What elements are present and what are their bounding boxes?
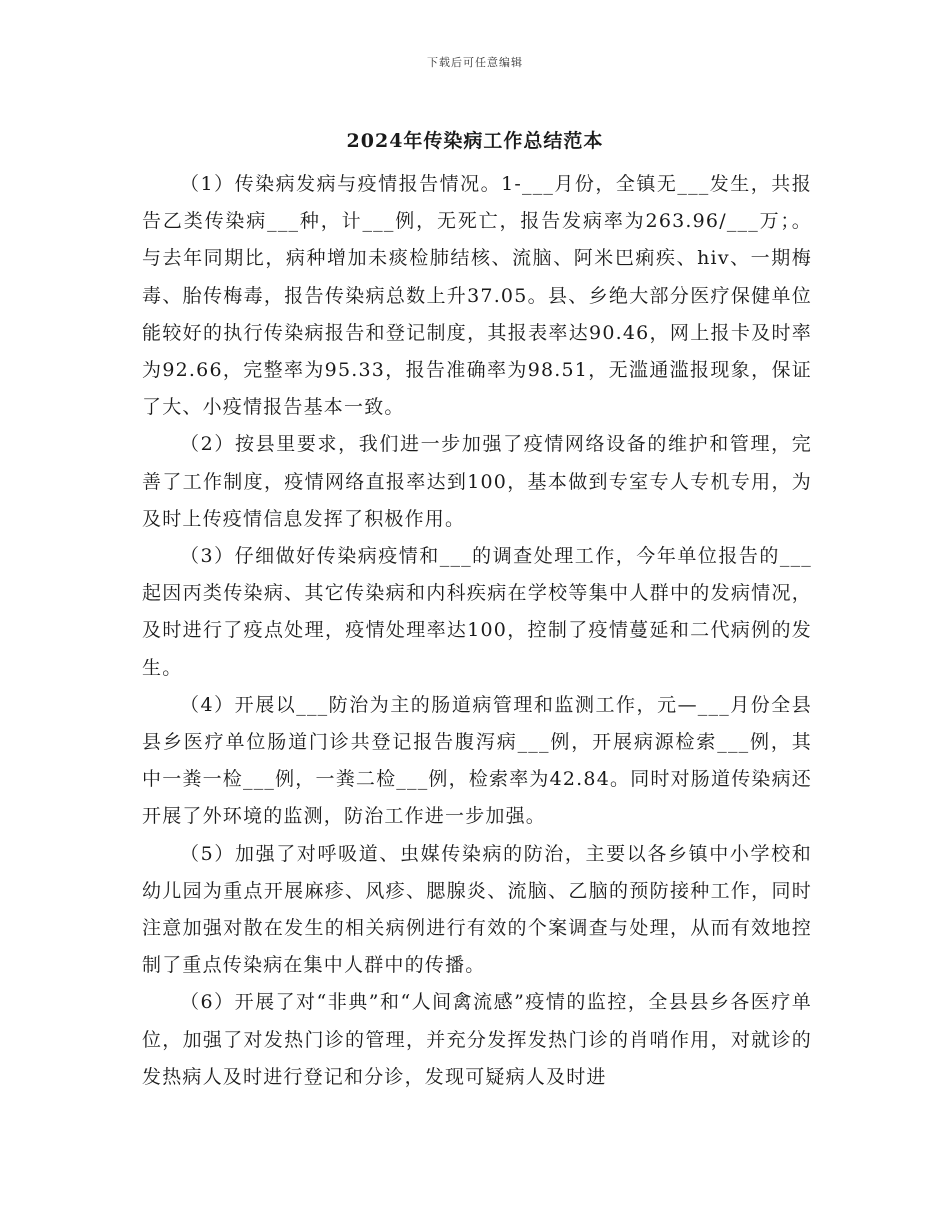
page-header-note: 下载后可任意编辑 — [427, 56, 523, 69]
document-body — [142, 166, 812, 1096]
paragraph-4: （4）开展以___防治为主的肠道病管理和监测工作，元—___月份全县县乡医疗单位肠道门诊共登记报告腹泻病___例，开展病源检索___例，其中一粪一检___例，一粪二检___例，检索率为42.84。同时对肠道传染病还开展了外环境的监测，防治工作进一步加强。 — [142, 693, 812, 828]
document-title: 2024年传染病工作总结范本 — [346, 130, 604, 152]
paragraph-1: （1）传染病发病与疫情报告情况。1-___月份，全镇无___发生，共报告乙类传染病___种，计___例，无死亡，报告发病率为263.96/___万；。与去年同期比，病种增加未痰检肺结核、流脑、阿米巴痢疾、hiv、一期梅毒、胎传梅毒，报告传染病总数上升37.05。县、乡绝大部分医疗保健单位能较好的执行传染病报告和登记制度，其报表率达90.46，网上报卡及时率为92.66，完整率为95.33，报告准确率为98.51，无滥通滥报现象，保证了大、小疫情报告基本一致。 — [142, 173, 812, 419]
paragraph-3: （3）仔细做好传染病疫情和___的调查处理工作，今年单位报告的___起因丙类传染病、其它传染病和内科疾病在学校等集中人群中的发病情况，及时进行了疫点处理，疫情处理率达100，控制了疫情蔓延和二代病例的发生。 — [142, 545, 812, 679]
paragraph-5: （5）加强了对呼吸道、虫媒传染病的防治，主要以各乡镇中小学校和幼儿园为重点开展麻疹、风疹、腮腺炎、流脑、乙脑的预防接种工作，同时注意加强对散在发生的相关病例进行有效的个案调查与处理，从而有效地控制了重点传染病在集中人群中的传播。 — [142, 842, 812, 977]
paragraph-2: （2）按县里要求，我们进一步加强了疫情网络设备的维护和管理，完善了工作制度，疫情网络直报率达到100，基本做到专室专人专机专用，为及时上传疫情信息发挥了积极作用。 — [142, 433, 812, 530]
paragraph-6: （6）开展了对“非典”和“人间禽流感”疫情的监控，全县县乡各医疗单位，加强了对发热门诊的管理，并充分发挥发热门诊的肖哨作用，对就诊的发热病人及时进行登记和分诊，发现可疑病人及时进 — [142, 991, 812, 1088]
